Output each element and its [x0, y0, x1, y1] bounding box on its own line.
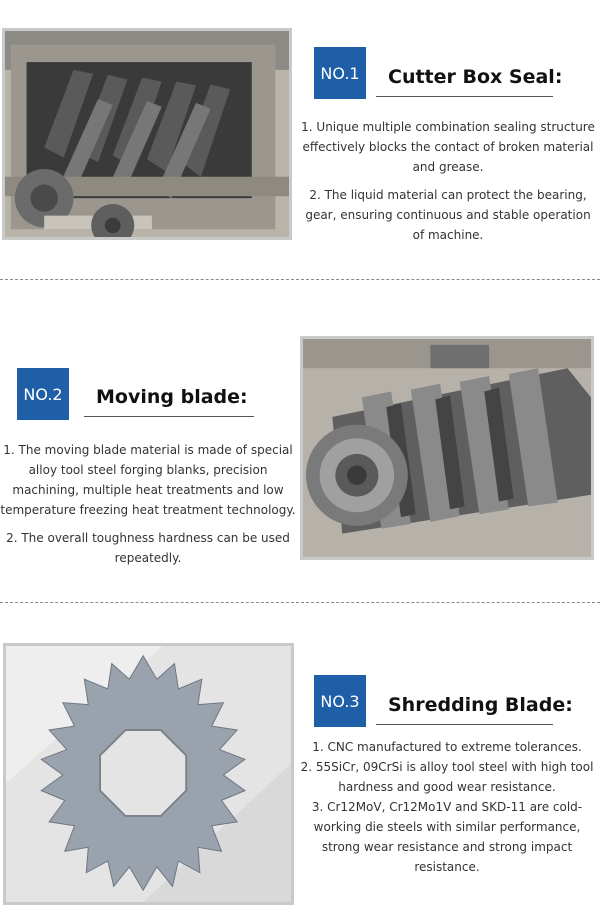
circular-blade-illustration — [6, 646, 291, 902]
paragraph: 2. The liquid material can protect the bearing, gear, ensuring continuous and stable operation of machine. — [305, 188, 591, 242]
list-line: 3. Cr12MoV, Cr12Mo1V and SKD-11 are cold-working die steels with similar performance, strong wear resistance and strong impact resistance. — [311, 800, 583, 874]
title-cutter-box-seal: Cutter Box Seal: — [376, 66, 553, 97]
list-line: 1. CNC manufactured to extreme tolerances. — [312, 740, 582, 754]
title-moving-blade: Moving blade: — [84, 386, 254, 417]
section-cutter-box-seal — [0, 0, 600, 270]
title-shredding-blade: Shredding Blade: — [376, 694, 553, 725]
paragraph: 2. The overall toughness hardness can be used repeatedly. — [6, 531, 290, 565]
shredding-blade-photo — [3, 643, 294, 905]
cutter-box-illustration — [5, 31, 289, 237]
cutter-box-photo — [2, 28, 292, 240]
paragraph: 1. The moving blade material is made of special alloy tool steel forging blanks, precision machining, multiple heat treatments and low temperature freezing heat treatment technology. — [0, 443, 296, 517]
moving-blade-photo — [300, 336, 594, 560]
section-moving-blade — [0, 280, 600, 600]
badge-no2: NO.2 — [17, 368, 69, 420]
blade-shaft-illustration — [303, 339, 591, 557]
paragraph: 1. Unique multiple combination sealing structure effectively blocks the contact of broken material and grease. — [301, 120, 595, 174]
text-cutter-box-seal — [300, 117, 596, 245]
text-moving-blade — [0, 440, 296, 568]
section-shredding-blade — [0, 603, 600, 913]
list-line: 2. 55SiCr, 09CrSi is alloy tool steel with high tool hardness and good wear resistance. — [300, 760, 594, 794]
badge-no3: NO.3 — [314, 675, 366, 727]
badge-no1: NO.1 — [314, 47, 366, 99]
text-shredding-blade — [296, 737, 598, 877]
